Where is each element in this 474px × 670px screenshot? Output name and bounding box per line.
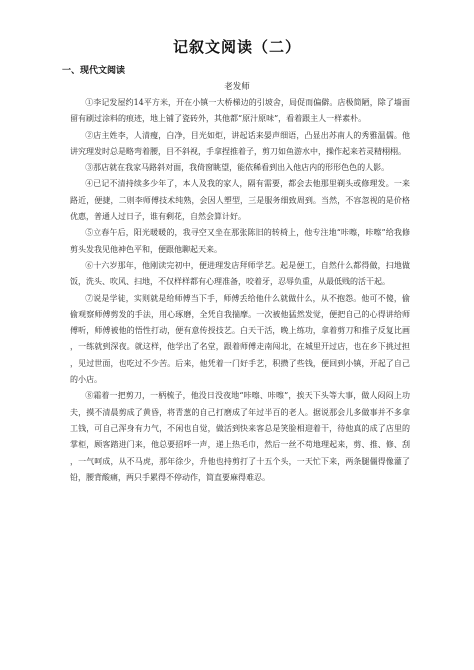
paragraph-4: ④已记不清持续多少年了，本人及我的家人，隔有需要，都会去他那里剃头或修理发。一来路近，便捷，二则李师傅技术纯熟，会因人塑型，三是服务细致周到。当然，不容忽视的是价格优惠，普通人过日子，谁有剩花，自然会算计好。 — [70, 179, 410, 222]
paragraph-1: ①李记发屋约14平方米，开在小镇一大桥梯边的引坡舍，局促而偏僻。店极简陋，除了墙面留有刷过涂料的痕迹，地上铺了瓷砖外，其他都“原汁原味”，看着跟主人一样素朴。 — [70, 98, 410, 124]
paragraph-8: ⑧霜着一把剪刀，一柄梳子，他没日没夜地“咔嚓、咔嚓”，挨天下头等大事，做人闷闷上功夫，摸不清晨剪成了黄昏，将青葱的自己打磨成了年过半百的老人。据说那会儿多做事并不多拿工钱，可自己浑身有力气，不闲也自觉，做活到快来客总是笑脸相迎着干，待他真的成了店里的掌柜，顾客踏进门来，他总要招呼一声，递上热毛巾，然后一丝不苟地理起来，剪、推、修、刮，一气呵成，从不马虎，那年徐少，升他也持剪打了十五个头，一天忙下来，两条腿僵得像灌了铅，腰背酸痛，两只手累得不停动作，简直要麻得难忍。 — [70, 391, 410, 482]
article-title: 老发师 — [224, 82, 250, 92]
document-title: 记叙文阅读（二） — [172, 38, 301, 56]
paragraph-7: ⑦说是学徒，实则就是给师傅当下手，师傅丢给他什么就做什么，从不抱怨。他可不傻，偷偷观察师傅剪发的手法，用心琢磨，全凭自我揣摩。一次被他猛然发觉，便把自己的心得讲给师傅听，师傅被他的悟性打动，便有意传授技艺。白天干活，晚上练功，拿着剪刀和推子反复比画，一练就到深夜。就这样，他学出了名堂，跟着师傅走南闯北，在城里开过店，也在乡下挑过担，见过世面，也吃过不少苦。后来，他凭着一门好手艺，积攒了些钱，便回到小镇，开起了自己的小店。 — [70, 293, 410, 385]
paragraph-6: ⑥十六岁那年，他刚读完初中，便进理发店拜师学艺。起是便工，自然什么都得做，扫地做饭，洗头、吹风、扫地，不仅样样都有心理准备，咬着牙，忍辱负重，从最低贱的活干起。 — [70, 260, 410, 287]
article-body — [70, 95, 410, 486]
paragraph-3: ③那店就在我家马路斜对面，我倚窗眺望，能依稀看到出入他店内的形形色色的人影。 — [85, 163, 390, 173]
paragraph-5: ⑤立春午后，阳光暖暖的，我寻空又坐在那张陈旧的转椅上，他专注地“咔嚓，咔嚓”给我修剪头发我见他神色平和，便跟他聊起天来。 — [70, 228, 410, 254]
section-heading: 一、现代文阅读 — [62, 66, 126, 76]
paragraph-2: ②店主姓李，人清瘦，白净，目光如炬，讲起话来晏声细语，凸显出苏南人的秀雅温儒。他讲究理发时总是略弯着腰，目不斜视，手拿捏推着子，剪刀如鱼游水中，操作起来若灵精栩栩。 — [70, 130, 410, 156]
